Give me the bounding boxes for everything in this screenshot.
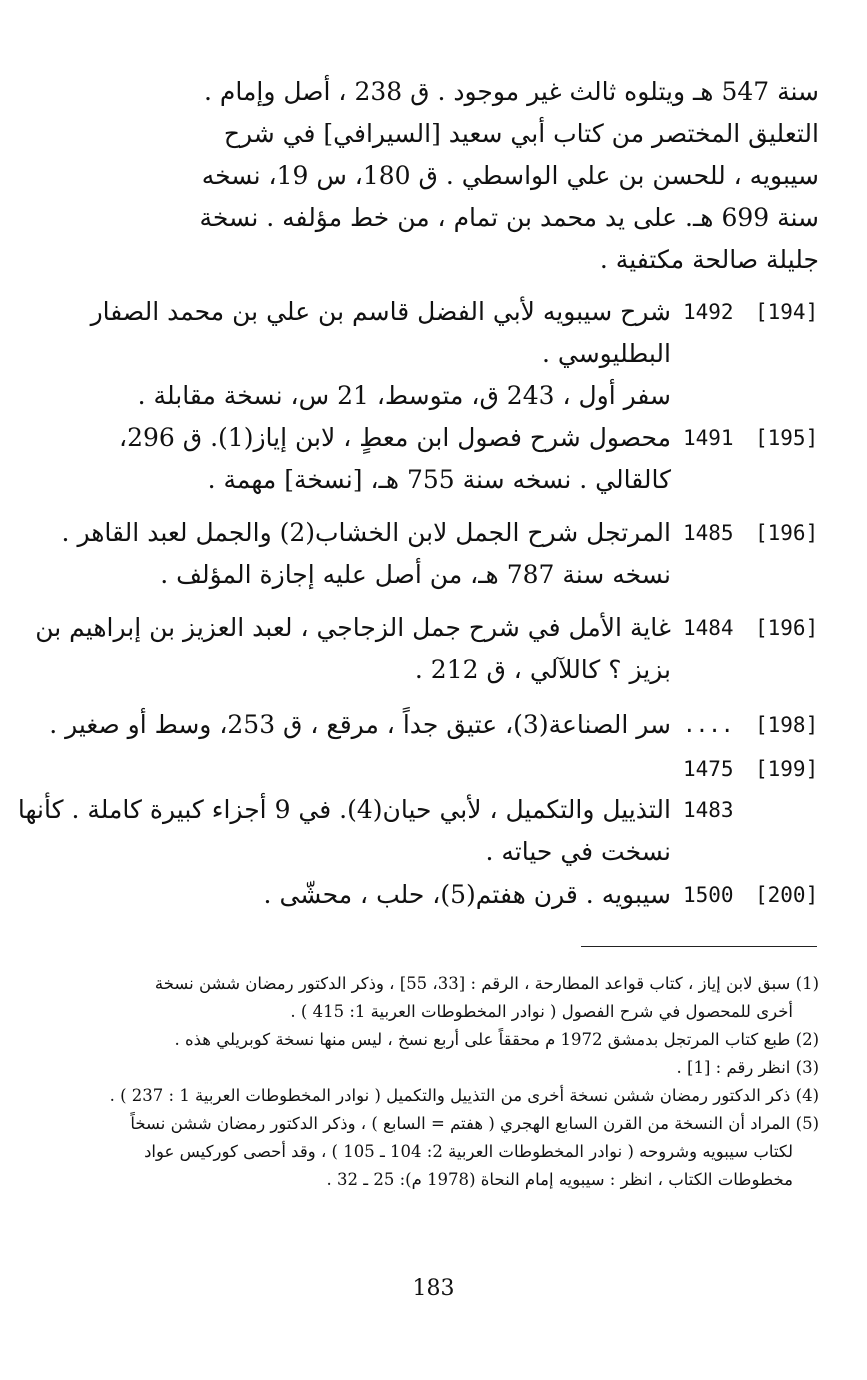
entry-number: 1475 — [683, 757, 734, 781]
continuation-paragraph — [57, 71, 819, 281]
entry-number: 1492 — [683, 300, 734, 324]
text-line: جليلة صالحة مكتفية . — [599, 245, 819, 274]
entry-line: كالقالي . نسخه سنة 755 هـ، [نسخة] مهمة . — [207, 465, 671, 494]
footnote-line: (1) سبق لابن إياز ، كتاب قواعد المطارحة ، الرقم : [33، 55] ، وذكر الدكتور رمضان ششن نسخة — [154, 974, 819, 993]
text-line: سيبويه ، للحسن بن علي الواسطي . ق 180، س 19، نسخه — [201, 161, 819, 190]
entry-index: [198] — [755, 713, 819, 737]
entry-index: [196] — [755, 521, 819, 545]
entry-index: [200] — [755, 883, 819, 907]
entry-line: نسخه سنة 787 هـ، من أصل عليه إجازة المؤلف . — [160, 560, 671, 589]
entry-line: شرح سيبويه لأبي الفضل قاسم بن علي بن محمد الصفار — [90, 297, 671, 326]
entry-number: .... — [683, 713, 734, 737]
footnote-line: (3) انظر رقم : [1] . — [676, 1058, 819, 1077]
footnote-line: لكتاب سيبويه وشروحه ( نوادر المخطوطات العربية 2: 104 ـ 105 ) ، وقد أحصى كوركيس عواد — [144, 1142, 793, 1161]
entry-line: نسخت في حياته . — [485, 837, 671, 866]
entry-index: [195] — [755, 426, 819, 450]
entry-line: سفر أول ، 243 ق، متوسط، 21 س، نسخة مقابلة . — [137, 381, 671, 410]
page-number: 183 — [412, 1276, 455, 1301]
footnote-line: (2) طبع كتاب المرتجل بدمشق 1972 م محققاً على أربع نسخ ، ليس منها نسخة كوبريلي هذه . — [174, 1030, 819, 1049]
footnote-line: (4) ذكر الدكتور رمضان ششن نسخة أخرى من التذييل والتكميل ( نوادر المخطوطات العربية 1 : 237 ) . — [109, 1086, 819, 1105]
entry-number: 1500 — [683, 883, 734, 907]
entry-line: محصول شرح فصول ابن معطٍ ، لابن إياز(1). ق 296، — [119, 423, 671, 452]
entry-index: [196] — [755, 616, 819, 640]
entry-index: [194] — [755, 300, 819, 324]
entry-index: [199] — [755, 757, 819, 781]
entry-line: المرتجل شرح الجمل لابن الخشاب(2) والجمل لعبد القاهر . — [61, 518, 671, 547]
text-line: سنة 699 هـ. على يد محمد بن تمام ، من خط مؤلفه . نسخة — [199, 203, 819, 232]
footnote-line: أخرى للمحصول في شرح الفصول ( نوادر المخطوطات العربية 1: 415 ) . — [290, 1002, 793, 1021]
footnote-line: (5) المراد أن النسخة من القرن السابع الهجري ( هفتم = السابع ) ، وذكر الدكتور رمضان ششن نسخاً — [130, 1114, 819, 1133]
entry-number: 1491 — [683, 426, 734, 450]
entry-number: 1485 — [683, 521, 734, 545]
footnote-separator — [581, 946, 817, 947]
footnotes — [49, 970, 819, 1194]
entry-number: 1483 — [683, 798, 734, 822]
text-line: سنة 547 هـ ويتلوه ثالث غير موجود . ق 238 ، أصل وإمام . — [204, 77, 819, 106]
entry-line: غاية الأمل في شرح جمل الزجاجي ، لعبد العزيز بن إبراهيم بن — [35, 613, 671, 642]
footnote-line: مخطوطات الكتاب ، انظر : سيبويه إمام النحاة (1978 م): 25 ـ 32 . — [326, 1170, 793, 1189]
text-line: التعليق المختصر من كتاب أبي سعيد [السيرافي] في شرح — [223, 119, 819, 148]
entry-line: سر الصناعة(3)، عتيق جداً ، مرقع ، ق 253، وسط أو صغير . — [49, 710, 671, 739]
entry-line: بزيز ؟ كاللآلي ، ق 212 . — [414, 655, 671, 684]
entry-line: البطليوسي . — [541, 339, 671, 368]
entry-line: التذييل والتكميل ، لأبي حيان(4). في 9 أجزاء كبيرة كاملة . كأنها — [17, 795, 671, 824]
entry-line: سيبويه . قرن هفتم(5)، حلب ، محشّى . — [263, 880, 671, 909]
entry-number: 1484 — [683, 616, 734, 640]
